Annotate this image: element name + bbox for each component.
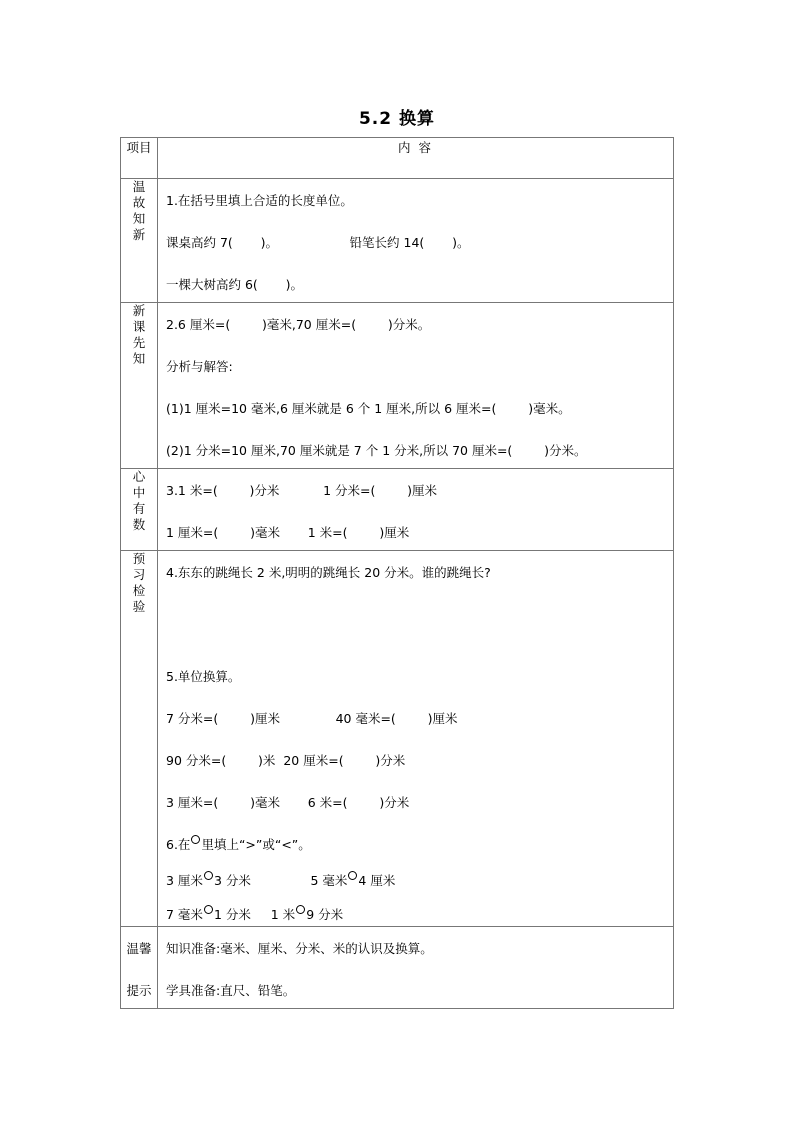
- section-check: [121, 551, 674, 927]
- section-mind: [121, 469, 674, 551]
- question-text: 4.东东的跳绳长 2 米,明明的跳绳长 20 分米。谁的跳绳长?: [166, 565, 491, 580]
- section-label: 新课先知: [132, 303, 146, 366]
- question-text: 3 厘米=( )毫米 6 米=( )分米: [166, 795, 410, 810]
- question-text: 1.在括号里填上合适的长度单位。: [166, 193, 353, 208]
- question-text: 分析与解答:: [166, 359, 233, 374]
- question-text: 1 厘米=( )毫米 1 米=( )厘米: [166, 525, 410, 540]
- circle-icon[interactable]: [204, 871, 213, 880]
- section-preview: [121, 303, 674, 469]
- header-content-label: 内 容: [158, 138, 674, 179]
- question-text: 5.单位换算。: [166, 669, 241, 684]
- question-text: 一棵大树高约 6( )。: [166, 277, 303, 292]
- tip-text: 知识准备:毫米、厘米、分米、米的认识及换算。: [166, 941, 433, 956]
- compare-row: 7 毫米 1 分米 1 米 9 分米: [166, 907, 344, 922]
- question-text: 2.6 厘米=( )毫米,70 厘米=( )分米。: [166, 317, 431, 332]
- section-label: 提示: [126, 983, 152, 998]
- compare-row: 3 厘米 3 分米 5 毫米 4 厘米: [166, 873, 396, 888]
- page-title: 5.2 换算: [358, 109, 436, 129]
- question-text: 3.1 米=( )分米 1 分米=( )厘米: [166, 483, 438, 498]
- section-review: [121, 179, 674, 303]
- question-text: 7 分米=( )厘米 40 毫米=( )厘米: [166, 711, 458, 726]
- section-label: 预习检验: [132, 551, 146, 614]
- question-text: 6.在 里填上“>”或“<”。: [166, 837, 311, 852]
- section-tips: [121, 927, 674, 1009]
- question-text: (1)1 厘米=10 毫米,6 厘米就是 6 个 1 厘米,所以 6 厘米=( )毫米。: [166, 401, 571, 416]
- worksheet-table: [120, 137, 674, 1009]
- section-label: 温馨: [126, 941, 152, 956]
- tip-text: 学具准备:直尺、铅笔。: [166, 983, 296, 998]
- section-label: 温故知新: [132, 179, 146, 242]
- circle-icon[interactable]: [348, 871, 357, 880]
- table-header-row: [121, 138, 674, 179]
- circle-icon[interactable]: [204, 905, 213, 914]
- question-text: 90 分米=( )米 20 厘米=( )分米: [166, 753, 406, 768]
- circle-icon[interactable]: [296, 905, 305, 914]
- circle-icon: [191, 835, 200, 844]
- header-item-label: 项目: [121, 138, 158, 179]
- question-text: (2)1 分米=10 厘米,70 厘米就是 7 个 1 分米,所以 70 厘米=( )分米。: [166, 443, 587, 458]
- question-text: 课桌高约 7( )。 铅笔长约 14( )。: [166, 235, 470, 250]
- section-label: 心中有数: [132, 469, 146, 532]
